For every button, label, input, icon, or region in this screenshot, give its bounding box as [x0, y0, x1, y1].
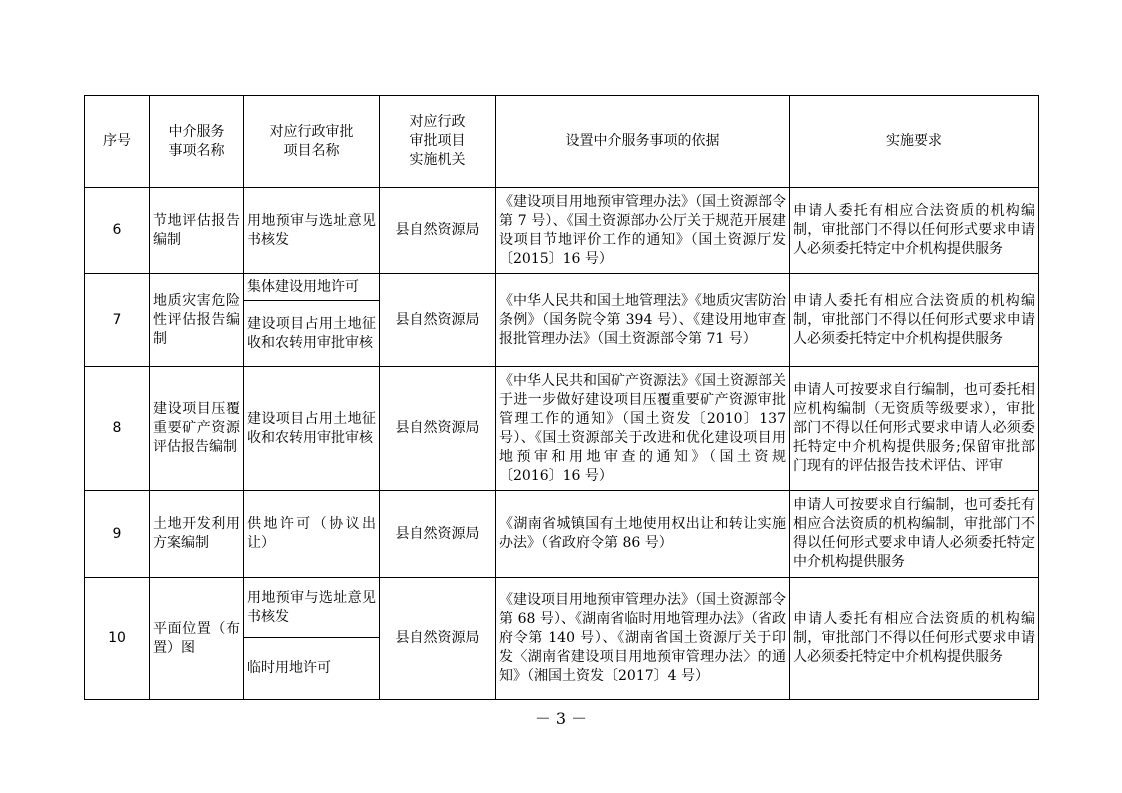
basis: 《建设项目用地预审管理办法》（国土资源部令第 68 号）、《湖南省临时用地管理办法》（省政府令第 140 号）、《湖南省国土资源厅关于印发〈湖南省建设项目用地预审管理办法〉的通知》（湘国土资发〔2017〕4 号） — [496, 578, 790, 700]
header-service-name: 中介服务 事项名称 — [150, 96, 244, 188]
requirement: 申请人委托有相应合法资质的机构编制，审批部门不得以任何形式要求申请人必须委托特定中介机构提供服务 — [790, 188, 1039, 274]
authority: 县自然资源局 — [380, 188, 496, 274]
approval-item: 集体建设用地许可 — [244, 274, 380, 301]
row-number: 8 — [85, 367, 150, 491]
approval-item: 用地预审与选址意见书核发 — [244, 578, 380, 638]
header-no: 序号 — [85, 96, 150, 188]
row-number: 6 — [85, 188, 150, 274]
table-row — [85, 578, 1039, 638]
header-basis: 设置中介服务事项的依据 — [496, 96, 790, 188]
requirement: 申请人可按要求自行编制，也可委托相应机构编制（无资质等级要求），审批部门不得以任何形式要求申请人必须委托特定中介机构提供服务;保留审批部门现有的评估报告技术评估、评审 — [790, 367, 1039, 491]
approval-item: 用地预审与选址意见书核发 — [244, 188, 380, 274]
service-name: 土地开发利用方案编制 — [150, 491, 244, 578]
requirement: 申请人委托有相应合法资质的机构编制，审批部门不得以任何形式要求申请人必须委托特定中介机构提供服务 — [790, 578, 1039, 700]
header-authority: 对应行政 审批项目 实施机关 — [380, 96, 496, 188]
basis: 《中华人民共和国矿产资源法》《国土资源部关于进一步做好建设项目压覆重要矿产资源审批管理工作的通知》（国土资发〔2010〕137 号）、《国土资源部关于改进和优化建设项目用地预审和用地审查的通知》（国土资规〔2016〕16 号） — [496, 367, 790, 491]
basis: 《中华人民共和国土地管理法》《地质灾害防治条例》（国务院令第 394 号）、《建设用地审查报批管理办法》（国土资源部令第 71 号） — [496, 274, 790, 367]
authority: 县自然资源局 — [380, 578, 496, 700]
page-number: － 3 － — [534, 709, 588, 728]
requirement: 申请人可按要求自行编制，也可委托有相应合法资质的机构编制，审批部门不得以任何形式要求申请人必须委托特定中介机构提供服务 — [790, 491, 1039, 578]
header-requirement: 实施要求 — [790, 96, 1039, 188]
table-row — [85, 274, 1039, 301]
approval-item: 建设项目占用土地征收和农转用审批审核 — [244, 367, 380, 491]
approval-item: 建设项目占用土地征收和农转用审批审核 — [244, 301, 380, 367]
row-number: 9 — [85, 491, 150, 578]
authority: 县自然资源局 — [380, 491, 496, 578]
row-number: 10 — [85, 578, 150, 700]
authority: 县自然资源局 — [380, 367, 496, 491]
table-row — [85, 367, 1039, 491]
approval-item: 临时用地许可 — [244, 638, 380, 700]
service-items-table — [84, 95, 1039, 700]
service-name: 平面位置（布置）图 — [150, 578, 244, 700]
basis: 《建设项目用地预审管理办法》（国土资源部令第 7 号）、《国土资源部办公厅关于规范开展建设项目节地评价工作的通知》（国土资源厅发〔2015〕16 号） — [496, 188, 790, 274]
service-name: 地质灾害危险性评估报告编制 — [150, 274, 244, 367]
basis: 《湖南省城镇国有土地使用权出让和转让实施办法》（省政府令第 86 号） — [496, 491, 790, 578]
row-number: 7 — [85, 274, 150, 367]
authority: 县自然资源局 — [380, 274, 496, 367]
table-row — [85, 188, 1039, 274]
service-name: 建设项目压覆重要矿产资源评估报告编制 — [150, 367, 244, 491]
header-approval-item: 对应行政审批 项目名称 — [244, 96, 380, 188]
table-row — [85, 491, 1039, 578]
service-name: 节地评估报告编制 — [150, 188, 244, 274]
approval-item: 供地许可（协议出让） — [244, 491, 380, 578]
requirement: 申请人委托有相应合法资质的机构编制，审批部门不得以任何形式要求申请人必须委托特定中介机构提供服务 — [790, 274, 1039, 367]
table-header-row — [85, 96, 1039, 188]
